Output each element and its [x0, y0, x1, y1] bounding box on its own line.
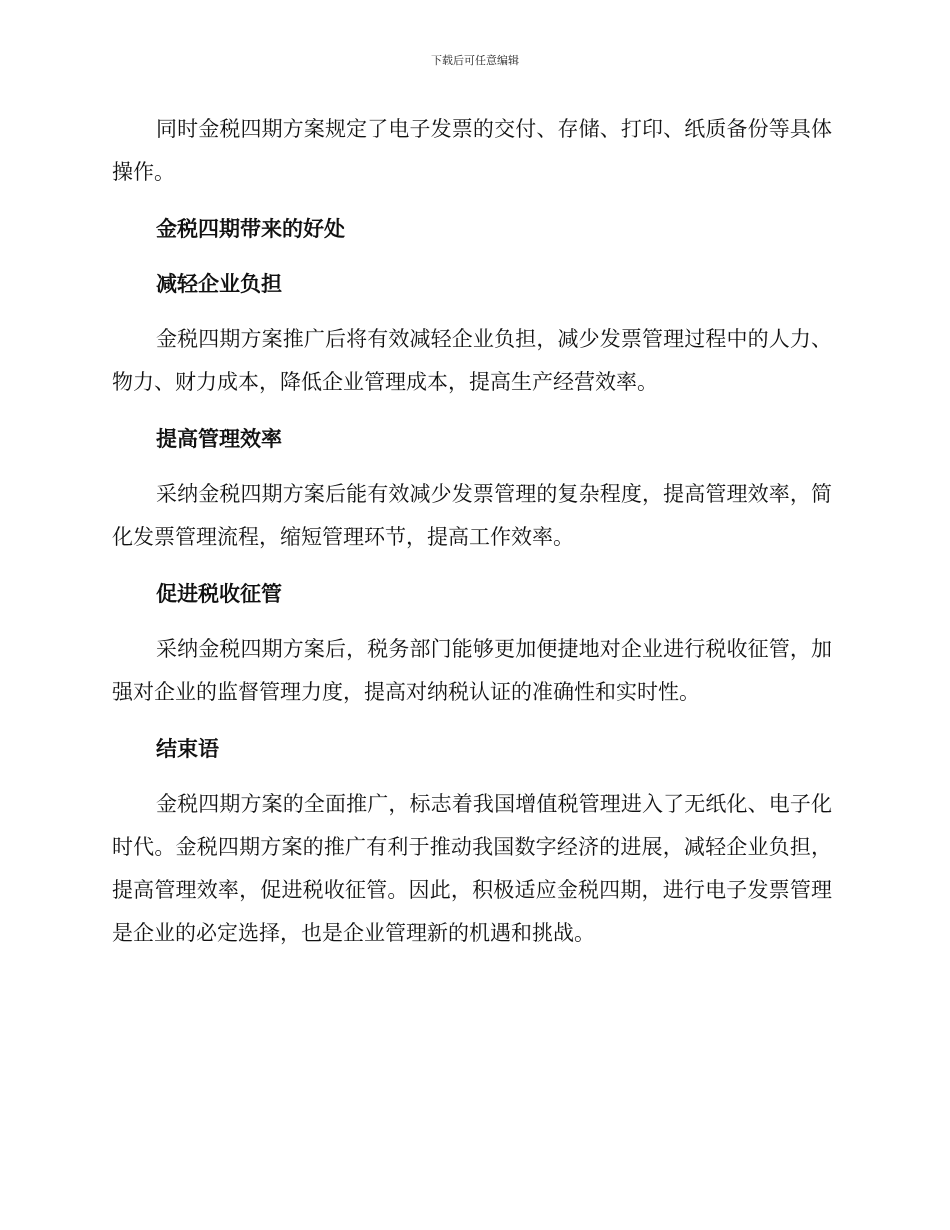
paragraph-reduce-burden: 金税四期方案推广后将有效减轻企业负担，减少发票管理过程中的人力、物力、财力成本，降低企业管理成本，提高生产经营效率。	[112, 327, 832, 394]
heading-conclusion: 结束语	[156, 737, 219, 761]
header-note: 下载后可任意编辑	[431, 54, 519, 67]
heading-tax-collection: 促进税收征管	[156, 582, 282, 606]
heading-reduce-burden: 减轻企业负担	[156, 272, 282, 296]
paragraph-delivery-operations: 同时金税四期方案规定了电子发票的交付、存储、打印、纸质备份等具体操作。	[112, 117, 832, 184]
paragraph-conclusion: 金税四期方案的全面推广，标志着我国增值税管理进入了无纸化、电子化时代。金税四期方案的推广有利于推动我国数字经济的进展，减轻企业负担，提高管理效率，促进税收征管。因此，积极适应金税四期，进行电子发票管理是企业的必定选择，也是企业管理新的机遇和挑战。	[112, 792, 832, 945]
document-body	[112, 108, 832, 969]
paragraph-tax-collection: 采纳金税四期方案后，税务部门能够更加便捷地对企业进行税收征管，加强对企业的监督管理力度，提高对纳税认证的准确性和实时性。	[112, 637, 832, 704]
heading-benefits: 金税四期带来的好处	[156, 217, 345, 241]
heading-improve-efficiency: 提高管理效率	[156, 427, 282, 451]
paragraph-improve-efficiency: 采纳金税四期方案后能有效减少发票管理的复杂程度，提高管理效率，简化发票管理流程，缩短管理环节，提高工作效率。	[112, 482, 832, 549]
